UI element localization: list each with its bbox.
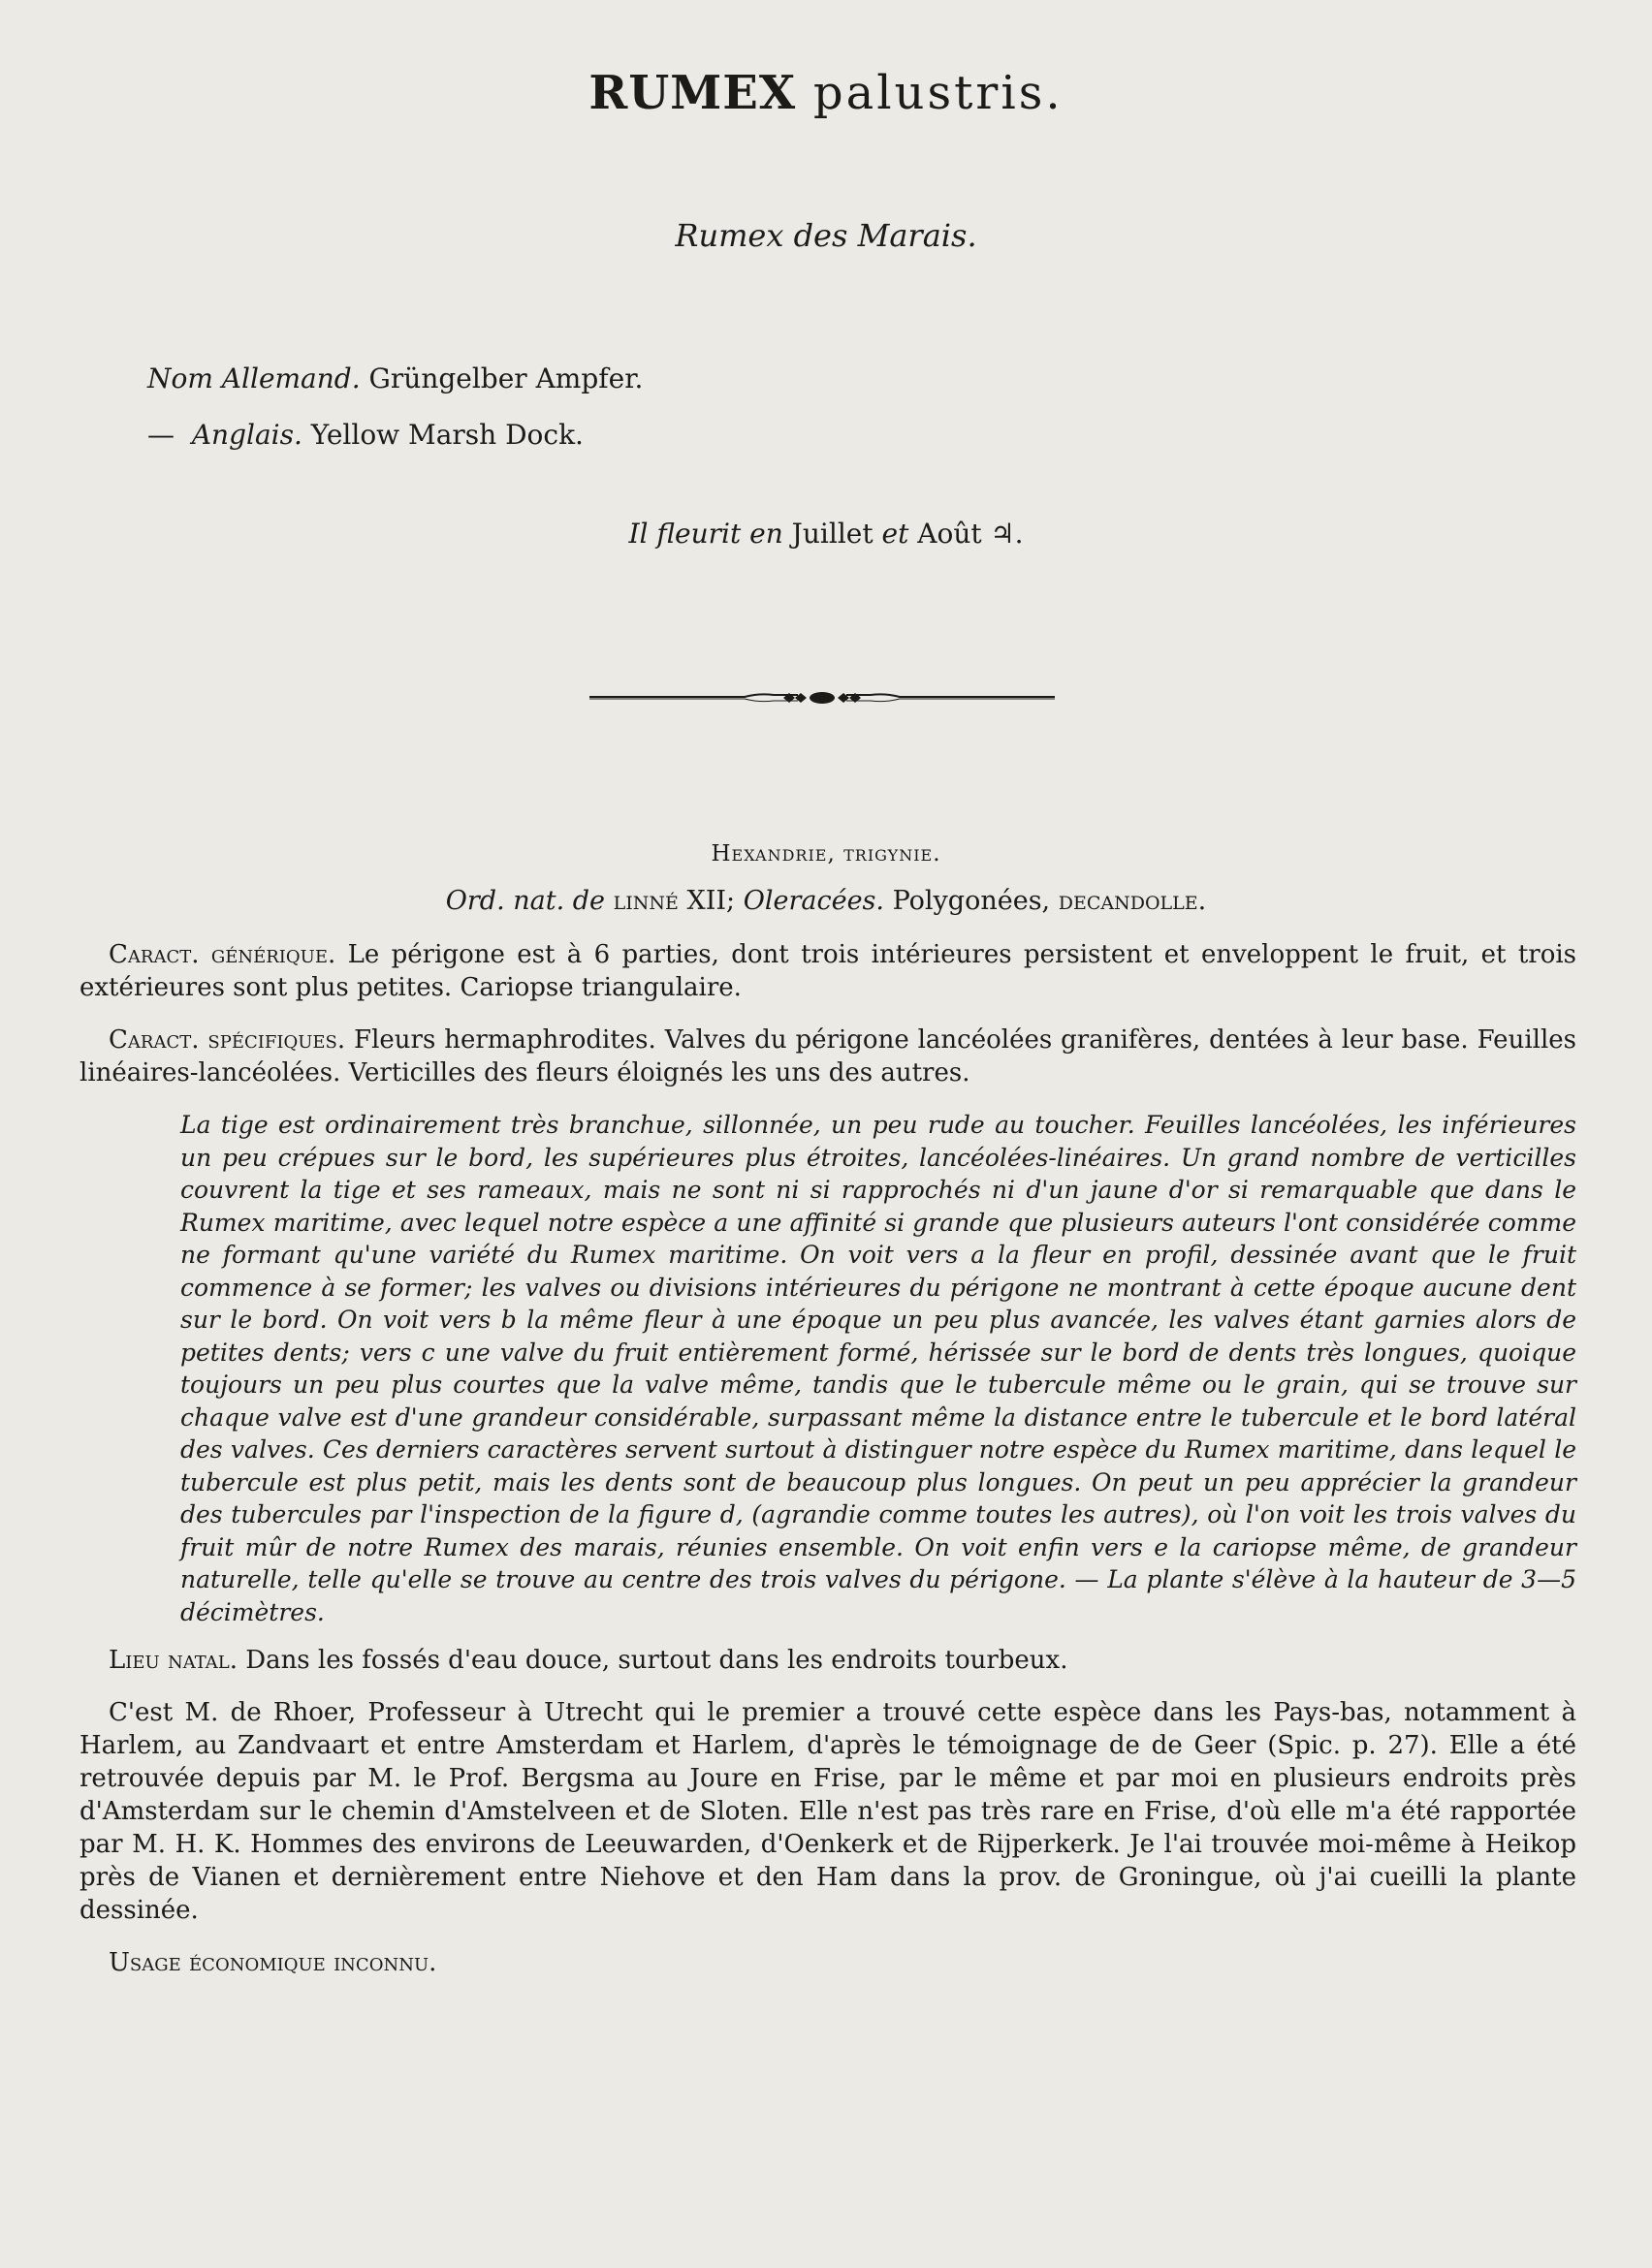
specific-characters-heading: Caract. spécifiques. bbox=[109, 1025, 346, 1055]
generic-characters-heading: Caract. générique. bbox=[109, 940, 336, 969]
native-habitat-text: Dans les fossés d'eau douce, surtout dans les endroits tourbeux. bbox=[245, 1646, 1068, 1675]
order-family: Polygonées, bbox=[892, 886, 1051, 916]
page-title bbox=[0, 66, 1652, 120]
order-linne-num: XII; bbox=[686, 886, 736, 916]
title-species: palustris. bbox=[812, 66, 1064, 120]
flowering-conj: et bbox=[881, 518, 909, 550]
order-family-italic: Oleracées. bbox=[743, 886, 884, 916]
german-name-line bbox=[147, 351, 643, 407]
distribution-history: C'est M. de Rhoer, Professeur à Utrecht qui le premier a trouvé cette espèce dans les Pays-bas, notamment à Harlem, au Zandvaart et entre Amsterdam et Harlem, d'après le témoignage de de Geer (Spic. p. 27). Elle a été retrouvée depuis par M. le Prof. Bergsma au Joure en Frise, par le même et par moi en plusieurs endroits près d'Amsterdam sur le chemin d'Amstelveen et de Sloten. Elle n'est pas très rare en Frise, d'où elle m'a été rapportée par M. H. K. Hommes des environs de Leeuwarden, d'Oenkerk et de Rijperkerk. Je l'ai trouvée moi-même à Heikop près de Vianen et dernièrement entre Niehove et den Ham dans la prov. de Groningue, où j'ai cueilli la plante dessinée. bbox=[79, 1698, 1576, 1925]
english-name-line bbox=[147, 407, 643, 463]
native-habitat bbox=[79, 1644, 1576, 1677]
common-names bbox=[147, 351, 643, 463]
specific-characters-text: Fleurs hermaphrodites. Valves du périgone lancéolées granifères, dentées à leur base. Feuilles linéaires-lancéolées. Verticilles des fleurs éloignés les uns des autres. bbox=[79, 1025, 1576, 1087]
order-linne: linné bbox=[613, 886, 679, 916]
german-name: Grüngelber Ampfer. bbox=[368, 362, 644, 394]
specific-characters bbox=[79, 1024, 1576, 1089]
ornament-divider bbox=[589, 682, 1055, 709]
page-subtitle: Rumex des Marais. bbox=[675, 217, 977, 254]
plant-description: La tige est ordinairement très branchue, sillonnée, un peu rude au toucher. Feuilles lancéolées, les inférieures un peu crépues sur le bord, les supérieures plus étroites, lancéolées-linéaires. Un grand nombre de verticilles couvrent la tige et ses rameaux, mais ne sont ni si rapprochés ni d'un jaune d'or si remarquable que dans le Rumex maritime, avec lequel notre espèce a une affinité si grande que plusieurs auteurs l'ont considérée comme ne formant qu'une variété du Rumex maritime. On voit vers a la fleur en profil, dessinée avant que le fruit commence à se former; les valves ou divisions intérieures du périgone ne montrant à cette époque aucune dent sur le bord. On voit vers b la même fleur à une époque un peu plus avancée, les valves étant garnies alors de petites dents; vers c une valve du fruit entièrement formé, hérissée sur le bord de dents très longues, quoique toujours un peu plus courtes que la valve même, tandis que le tubercule même ou le grain, qui se trouve sur chaque valve est d'une grandeur considérable, surpassant même la distance entre le tubercule et le bord latéral des valves. Ces derniers caractères servent surtout à distinguer notre espèce du Rumex maritime, dans lequel le tubercule est plus petit, mais les dents sont de beaucoup plus longues. On peut un peu apprécier la grandeur des tubercules par l'inspection de la figure d, (agrandie comme toutes les autres), où l'on voit les trois valves du fruit mûr de notre Rumex des marais, réunies ensemble. On voit enfin vers e la cariopse même, de grandeur naturelle, telle qu'elle se trouve au centre des trois valves du périgone. — La plante s'élève à la hauteur de 3—5 décimètres. bbox=[180, 1111, 1576, 1626]
linnaean-class: Hexandrie, trigynie. bbox=[711, 841, 941, 866]
generic-characters bbox=[79, 938, 1576, 1004]
native-habitat-heading: Lieu natal. bbox=[109, 1646, 238, 1675]
english-name: Yellow Marsh Dock. bbox=[310, 419, 584, 451]
title-genus: RUMEX bbox=[588, 66, 797, 120]
german-label: Nom Allemand. bbox=[147, 362, 361, 394]
flowering-month1: Juillet bbox=[791, 518, 874, 550]
english-label: Anglais. bbox=[191, 419, 302, 451]
flowering-prefix: Il fleurit en bbox=[628, 518, 783, 550]
flowering-month2: Août bbox=[917, 518, 982, 550]
flowering-line bbox=[0, 518, 1652, 550]
natural-order bbox=[0, 886, 1652, 916]
order-prefix: Ord. nat. de bbox=[445, 886, 606, 916]
economic-usage: Usage économique inconnu. bbox=[109, 1948, 437, 1977]
text-body bbox=[79, 938, 1576, 1979]
english-dash: — bbox=[147, 419, 175, 451]
generic-characters-text: Le périgone est à 6 parties, dont trois intérieures persistent et enveloppent le fruit, et trois extérieures sont plus petites. Cariopse triangulaire. bbox=[79, 940, 1577, 1002]
perennial-symbol: ♃. bbox=[990, 518, 1024, 550]
order-decandolle: decandolle. bbox=[1058, 886, 1207, 916]
